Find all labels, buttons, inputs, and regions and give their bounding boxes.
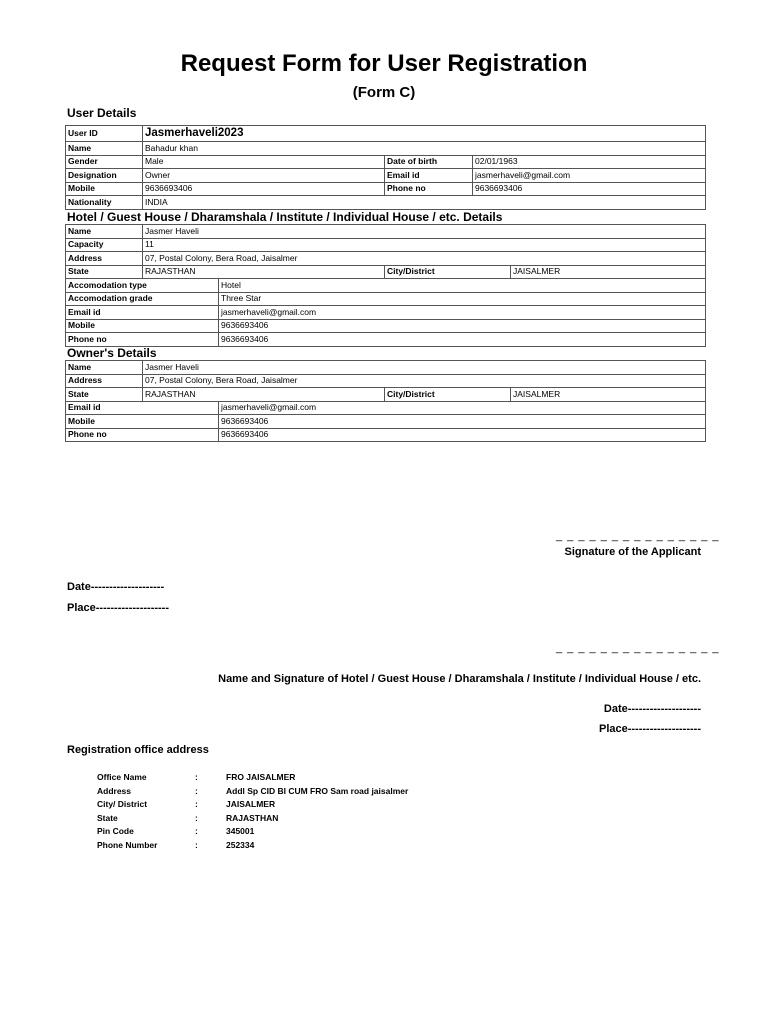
table-row	[66, 428, 706, 442]
office-value: RAJASTHAN	[226, 812, 279, 823]
user-id-value: Jasmerhaveli2023	[143, 126, 706, 142]
office-sep: :	[195, 785, 198, 796]
owner-phone-label: Phone no	[66, 428, 219, 442]
office-row	[97, 840, 408, 854]
user-details-heading: User Details	[67, 106, 137, 120]
table-row	[66, 169, 706, 183]
office-key: Office Name	[97, 772, 147, 782]
hotel-place: Place--------------------	[598, 723, 701, 735]
capacity-label: Capacity	[66, 238, 143, 252]
acc-grade-value: Three Star	[219, 292, 706, 306]
table-row	[66, 238, 706, 252]
page-subtitle: (Form C)	[352, 84, 416, 101]
owner-email-label: Email id	[66, 401, 219, 415]
table-row	[66, 415, 706, 429]
owner-email-value: jasmerhaveli@gmail.com	[219, 401, 706, 415]
table-row	[66, 196, 706, 210]
table-row	[66, 142, 706, 156]
hotel-phone-value: 9636693406	[219, 333, 706, 347]
hotel-details-table	[65, 224, 706, 347]
owner-city-value: JAISALMER	[511, 388, 706, 402]
hotel-signature-line: _ _ _ _ _ _ _ _ _ _ _ _ _ _ _	[556, 642, 720, 654]
table-row	[66, 361, 706, 375]
hotel-mobile-label: Mobile	[66, 319, 219, 333]
table-row	[66, 333, 706, 347]
table-row	[66, 306, 706, 320]
office-address-block	[97, 772, 408, 854]
hotel-email-value: jasmerhaveli@gmail.com	[219, 306, 706, 320]
table-row	[66, 252, 706, 266]
office-value: Addl Sp CID BI CUM FRO Sam road jaisalmer	[226, 785, 409, 796]
gender-value: Male	[143, 155, 385, 169]
office-row	[97, 799, 408, 813]
hotel-address-label: Address	[66, 252, 143, 266]
hotel-date: Date--------------------	[603, 703, 701, 715]
owner-state-value: RAJASTHAN	[143, 388, 385, 402]
office-key: Pin Code	[97, 826, 134, 837]
owner-name-label: Name	[66, 361, 143, 375]
table-row	[66, 155, 706, 169]
office-sep: :	[195, 839, 198, 850]
table-row	[66, 279, 706, 293]
applicant-signature-label: Signature of the Applicant	[564, 546, 701, 558]
owner-name-value: Jasmer Haveli	[143, 361, 706, 375]
office-value: 345001	[226, 826, 255, 837]
owner-details-table	[65, 360, 706, 442]
table-row	[66, 126, 706, 142]
designation-value: Owner	[143, 169, 385, 183]
dob-value: 02/01/1963	[473, 155, 706, 169]
office-row	[97, 826, 408, 840]
mobile-value: 9636693406	[143, 182, 385, 196]
office-key: Address	[97, 785, 132, 796]
applicant-date: Date--------------------	[67, 581, 165, 593]
gender-label: Gender	[66, 155, 143, 169]
hotel-city-value: JAISALMER	[511, 265, 706, 279]
phone-value: 9636693406	[473, 182, 706, 196]
page-title: Request Form for User Registration	[180, 50, 588, 77]
table-row	[66, 225, 706, 239]
hotel-state-label: State	[66, 265, 143, 279]
office-row	[97, 813, 408, 827]
applicant-place: Place--------------------	[67, 602, 170, 614]
hotel-city-label: City/District	[385, 265, 511, 279]
hotel-state-value: RAJASTHAN	[143, 265, 385, 279]
office-row	[97, 786, 408, 800]
table-row	[66, 401, 706, 415]
owner-mobile-label: Mobile	[66, 415, 219, 429]
hotel-mobile-value: 9636693406	[219, 319, 706, 333]
owner-details-heading: Owner's Details	[67, 346, 157, 360]
office-key: City/ District	[97, 799, 148, 810]
office-key: Phone Number	[97, 839, 158, 850]
office-key: State	[97, 812, 118, 823]
office-sep: :	[195, 812, 198, 823]
table-row	[66, 182, 706, 196]
nationality-value: INDIA	[143, 196, 706, 210]
office-sep: :	[195, 826, 198, 837]
table-row	[66, 292, 706, 306]
acc-type-label: Accomodation type	[66, 279, 219, 293]
email-label: Email id	[385, 169, 473, 183]
dob-label: Date of birth	[385, 155, 473, 169]
acc-type-value: Hotel	[219, 279, 706, 293]
owner-phone-value: 9636693406	[219, 428, 706, 442]
owner-state-label: State	[66, 388, 143, 402]
hotel-address-value: 07, Postal Colony, Bera Road, Jaisalmer	[143, 252, 706, 266]
hotel-email-label: Email id	[66, 306, 219, 320]
office-value: 252334	[226, 839, 255, 850]
hotel-name-value: Jasmer Haveli	[143, 225, 706, 239]
table-row	[66, 374, 706, 388]
user-details-table	[65, 125, 706, 210]
hotel-signature-label: Name and Signature of Hotel / Guest House / Dharamshala / Institute / Individual House / etc.	[218, 673, 701, 685]
nationality-label: Nationality	[66, 196, 143, 210]
office-value: FRO JAISALMER	[226, 772, 296, 782]
table-row	[66, 265, 706, 279]
table-row	[66, 319, 706, 333]
office-sep: :	[195, 799, 198, 810]
capacity-value: 11	[143, 238, 706, 252]
office-heading: Registration office address	[67, 744, 209, 756]
table-row	[66, 388, 706, 402]
name-label: Name	[66, 142, 143, 156]
user-id-label: User ID	[66, 126, 143, 142]
office-row	[97, 772, 408, 786]
owner-mobile-value: 9636693406	[219, 415, 706, 429]
owner-address-label: Address	[66, 374, 143, 388]
name-value: Bahadur khan	[143, 142, 706, 156]
office-value: JAISALMER	[226, 799, 276, 810]
designation-label: Designation	[66, 169, 143, 183]
office-sep: :	[195, 772, 198, 782]
email-value: jasmerhaveli@gmail.com	[473, 169, 706, 183]
hotel-name-label: Name	[66, 225, 143, 239]
phone-label: Phone no	[385, 182, 473, 196]
acc-grade-label: Accomodation grade	[66, 292, 219, 306]
applicant-signature-line: _ _ _ _ _ _ _ _ _ _ _ _ _ _ _	[556, 530, 720, 542]
mobile-label: Mobile	[66, 182, 143, 196]
hotel-details-heading: Hotel / Guest House / Dharamshala / Institute / Individual House / etc. Details	[67, 210, 503, 224]
owner-city-label: City/District	[385, 388, 511, 402]
hotel-phone-label: Phone no	[66, 333, 219, 347]
owner-address-value: 07, Postal Colony, Bera Road, Jaisalmer	[143, 374, 706, 388]
